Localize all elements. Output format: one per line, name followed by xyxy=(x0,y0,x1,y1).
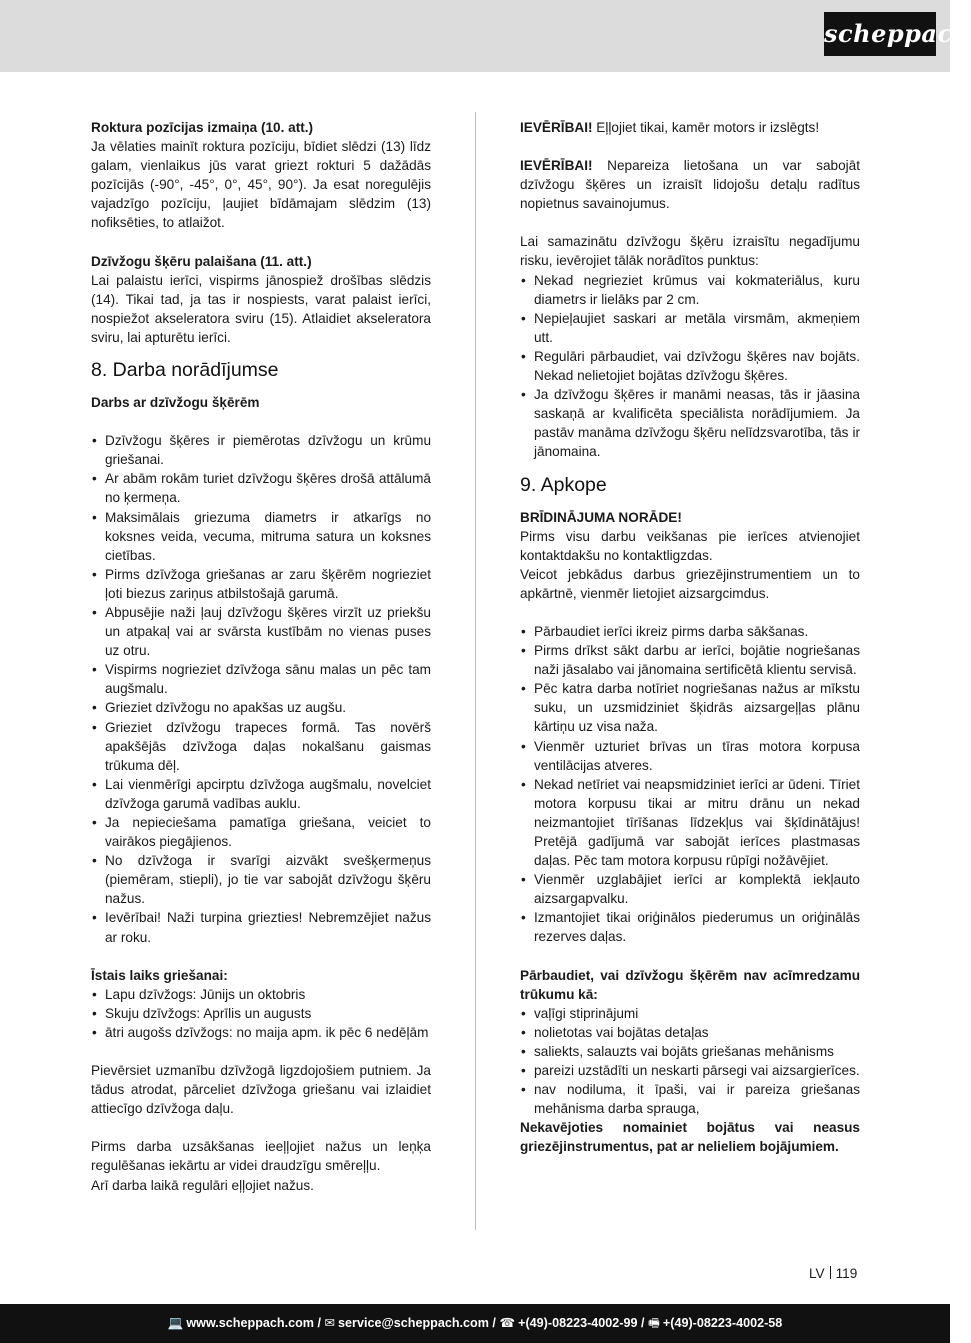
caution-title: BRĪDINĀJUMA NORĀDE! xyxy=(520,509,682,525)
caution-text-2: Veicot jebkādus darbus griezējinstrumentiem un to apkārtnē, vienmēr lietojiet aizsargcimdus. xyxy=(520,566,860,601)
list-item: • Ja nepieciešama pamatīga griešana, veiciet to vairākos piegājienos. xyxy=(91,813,431,851)
list-item: • Nekad netīriet vai neapsmidziniet ierīci ar ūdeni. Tīriet motora korpusu tikai ar mitru drānu un nekad neizmantojiet tīrīšanas līdzekļus vai šķīdinātājus! Pretējā gadījumā var sabojāt ierīces plastmasas daļas. Pēc tam motora korpusu rūpīgi nožāvējiet. xyxy=(520,775,860,870)
list-item: • Grieziet dzīvžogu no apakšas uz augšu. xyxy=(91,698,431,717)
list-item: • Nekad negrieziet krūmus vai kokmateriālus, kuru diametrs ir lielāks par 2 cm. xyxy=(520,271,860,309)
handle-position-text: Ja vēlaties mainīt roktura pozīciju, bīdiet slēdzi (13) līdz galam, vienlaikus jūs varat griezt rokturi 5 dažādās pozīcijās (-90°, -45°, 0°, 45°, 90°). Ja esat noregulējis vajadzīgo pozīciju, ļaujiet bīdāmajam slēdzim (13) nofiksēties, to atlaižot. xyxy=(91,139,431,231)
list-item: • saliekts, salauzts vai bojāts griešanas mehānisms xyxy=(520,1042,860,1061)
email-link[interactable]: service@scheppach.com xyxy=(338,1316,489,1330)
envelope-icon: ✉ xyxy=(324,1316,336,1330)
list-item: • Pārbaudiet ierīci ikreiz pirms darba sākšanas. xyxy=(520,622,860,641)
list-item: • No dzīvžoga ir svarīgi aizvākt svešķermeņus (piemēram, stiepli), jo tie var sabojāt dzīvžogu šķēru nažus. xyxy=(91,851,431,908)
list-item: • Regulāri pārbaudiet, vai dzīvžogu šķēres nav bojāts. Nekad nelietojiet bojātas dzīvžogu šķēres. xyxy=(520,347,860,385)
work-subtitle: Darbs ar dzīvžogu šķērēm xyxy=(91,395,260,411)
oil-note-2: Arī darba laikā regulāri eļļojiet nažus. xyxy=(91,1177,314,1193)
list-item: • vaļīgi stiprinājumi xyxy=(520,1004,860,1023)
language-code: LV xyxy=(809,1266,825,1281)
list-item: • Nepieļaujiet saskari ar metāla virsmām, akmeņiem utt. xyxy=(520,309,860,347)
section-9-heading: 9. Apkope xyxy=(520,473,607,496)
check-list xyxy=(520,1004,860,1119)
handle-position-title: Roktura pozīcijas izmaiņa (10. att.) xyxy=(91,120,314,135)
list-item: • Pirms dzīvžoga griešanas ar zaru šķērēm nogrieziet ļoti biezus zariņus atbilstošajā garumā. xyxy=(91,565,431,603)
list-item: • Vienmēr uzglabājiet ierīci ar komplektā iekļauto aizsargapvalku. xyxy=(520,870,860,908)
caution-text: Pirms visu darbu veikšanas pie ierīces atvienojiet kontaktdakšu no kontaktligzdas. xyxy=(520,528,860,563)
warning-oil xyxy=(520,118,860,137)
warning-text: Nepareiza lietošana un var sabojāt dzīvžogu šķēres un izraisīt lidojošu detaļu radītus nopietnus savainojumus. xyxy=(520,158,860,212)
warning-label: IEVĒRĪBAI! xyxy=(520,120,593,135)
page-number xyxy=(809,1266,857,1281)
footer-bar xyxy=(0,1304,950,1343)
birds-note: Pievērsiet uzmanību dzīvžogā ligzdojošiem putniem. Ja tādus atrodat, pārceliet dzīvžoga griešanu vai izlaidiet attiecīgo dzīvžoga daļu. xyxy=(91,1063,431,1117)
column-divider xyxy=(475,112,476,1230)
oil-note: Pirms darba uzsākšanas ieeļļojiet nažus un leņķa regulēšanas iekārtu ar videi draudzīgu smēreļļu. xyxy=(91,1139,431,1174)
list-item: • Maksimālais griezuma diametrs ir atkarīgs no koksnes veida, vecuma, mitruma satura un koksnes cietības. xyxy=(91,508,431,565)
list-item: • Vienmēr uzturiet brīvas un tīras motora korpusa ventilācijas atveres. xyxy=(520,737,860,775)
check-title: Pārbaudiet, vai dzīvžogu šķērēm nav acīmredzamu trūkumu kā: xyxy=(520,967,860,1002)
warning-misuse xyxy=(520,156,860,213)
list-item: • Ja dzīvžogu šķēres ir manāmi neasas, tās ir jāasina saskaņā ar kvalificēta speciālista norādījumiem. Ja pastāv manāma dzīvžogu šķēru nelīdzsvarotība, tās ir jānomaina. xyxy=(520,385,860,461)
website-link[interactable]: www.scheppach.com xyxy=(186,1316,314,1330)
footer-separator: / xyxy=(488,1316,500,1330)
phone-number: +(49)-08223-4002-99 xyxy=(518,1316,638,1330)
footer-separator: / xyxy=(637,1316,649,1330)
list-item: • ātri augošs dzīvžogs: no maija apm. ik pēc 6 nedēļām xyxy=(91,1023,431,1042)
risk-list xyxy=(520,271,860,462)
final-warning: Nekavējoties nomainiet bojātus vai neasus griezējinstrumentus, pat ar nelieliem bojājumiem. xyxy=(520,1120,860,1155)
list-item: • nav nodiluma, it īpaši, vai ir pareiza griešanas mehānisma darba sprauga, xyxy=(520,1080,860,1118)
left-column xyxy=(91,118,431,1195)
risk-intro: Lai samazinātu dzīvžogu šķēru izraisītu negadījumu risku, ievērojiet tālāk norādītos punktus: xyxy=(520,234,860,269)
work-list xyxy=(91,431,431,947)
list-item: • pareizi uzstādīti un neskarti pārsegi vai aizsargierīces. xyxy=(520,1061,860,1080)
list-item: • Pēc katra darba notīriet nogriešanas nažus ar mīkstu suku, un uzsmidziniet šķidrās aizsargeļļas plānu kārtiņu uz visa naža. xyxy=(520,679,860,736)
fax-number: +(49)-08223-4002-58 xyxy=(662,1316,783,1330)
list-item: • Izmantojiet tikai oriģinālos piederumus un oriģinālās rezerves daļas. xyxy=(520,908,860,946)
list-item: • Lai vienmērīgi apcirptu dzīvžoga augšmalu, novelciet dzīvžoga garumā vadības auklu. xyxy=(91,775,431,813)
phone-icon: ☎ xyxy=(499,1316,516,1330)
list-item: • Abpusējie naži ļauj dzīvžogu šķēres virzīt uz priekšu un atpakaļ vai ar svārsta kustībām no vienas puses uz otru. xyxy=(91,603,431,660)
cutting-time-list xyxy=(91,985,431,1042)
computer-icon: 💻 xyxy=(167,1316,184,1330)
list-item: • Grieziet dzīvžogu trapeces formā. Tas novērš apakšējās dzīvžoga daļas nokalšanu gaismas trūkuma dēļ. xyxy=(91,718,431,775)
warning-label: IEVĒRĪBAI! xyxy=(520,158,593,174)
list-item: • Ar abām rokām turiet dzīvžogu šķēres drošā attālumā no ķermeņa. xyxy=(91,469,431,507)
fax-icon: 🖷 xyxy=(648,1316,660,1330)
list-item: • Skuju dzīvžogs: Aprīlis un augusts xyxy=(91,1004,431,1023)
page-number-value: 119 xyxy=(835,1266,858,1281)
cutting-time-title: Īstais laiks griešanai: xyxy=(91,967,228,983)
section-8-heading: 8. Darba norādījumse xyxy=(91,359,279,382)
start-title: Dzīvžogu šķēru palaišana (11. att.) xyxy=(91,253,312,269)
list-item: • Lapu dzīvžogs: Jūnijs un oktobris xyxy=(91,985,431,1004)
right-column xyxy=(520,118,860,1157)
start-text: Lai palaistu ierīci, vispirms jānospiež drošības slēdzis (14). Tikai tad, ja tas ir nospiests, varat palaist ierīci, nospiežot akseleratora sviru (15). Atlaidiet akseleratora sviru, lai apturētu ierīci. xyxy=(91,272,431,345)
list-item: • Ievērībai! Naži turpina griezties! Nebremzējiet nažus ar roku. xyxy=(91,908,431,946)
maintenance-list xyxy=(520,622,860,947)
footer-separator: / xyxy=(313,1316,325,1330)
warning-text: Eļļojiet tikai, kamēr motors ir izslēgts! xyxy=(592,120,820,135)
list-item: • Vispirms nogrieziet dzīvžoga sānu malas un pēc tam augšmalu. xyxy=(91,660,431,698)
list-item: • Pirms drīkst sākt darbu ar ierīci, bojātie nogriešanas naži jāsalabo vai jānomaina sertificētā klientu servisā. xyxy=(520,641,860,679)
page-header-band xyxy=(0,0,971,72)
list-item: • nolietotas vai bojātas detaļas xyxy=(520,1023,860,1042)
list-item: • Dzīvžogu šķēres ir piemērotas dzīvžogu un krūmu griešanai. xyxy=(91,431,431,469)
page-number-divider xyxy=(830,1266,831,1279)
scheppach-logo: scheppach xyxy=(824,12,936,56)
